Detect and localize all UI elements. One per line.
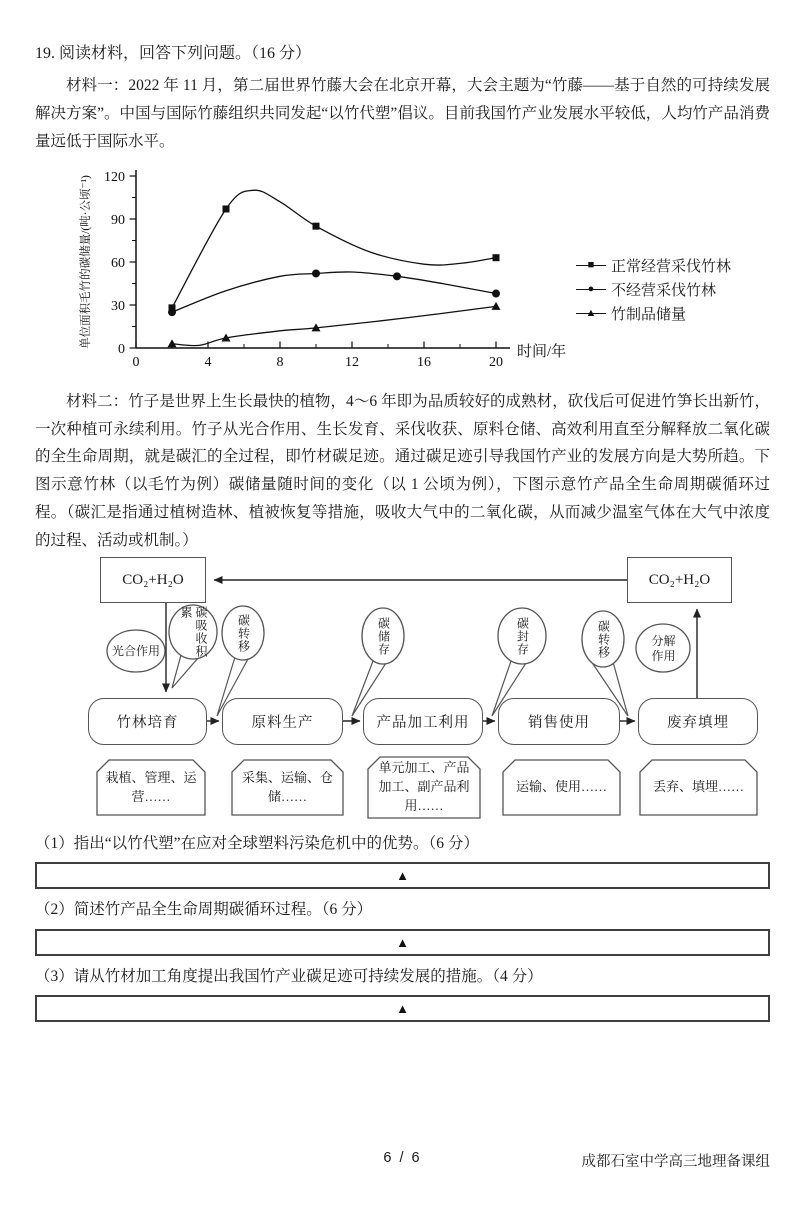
detail-disposal: 丢弃、填埋…… xyxy=(652,779,744,795)
chart-axes xyxy=(78,170,566,370)
legend-label: 不经营采伐竹林 xyxy=(610,283,716,300)
chart-legend xyxy=(576,252,731,327)
svg-text:16: 16 xyxy=(416,354,431,370)
svg-text:0: 0 xyxy=(117,341,125,357)
chart-figure xyxy=(35,160,770,386)
square-marker-glyph: ■ xyxy=(587,259,595,272)
stage-raw-material: 原料生产 xyxy=(222,698,343,745)
bubble-tail xyxy=(172,655,198,688)
svg-text:120: 120 xyxy=(103,169,125,185)
stage-disposal: 废弃填埋 xyxy=(638,698,758,745)
photosynthesis-label: 光合作用 xyxy=(111,643,160,658)
detail-processing: 单元加工、产品加工、副产品利用…… xyxy=(378,760,470,813)
detail-cultivation: 栽植、管理、运营…… xyxy=(105,769,197,804)
triangle-marker-icon xyxy=(576,306,606,321)
svg-text:8: 8 xyxy=(276,354,284,370)
series-triangle xyxy=(167,302,500,347)
circle-marker-glyph: ● xyxy=(587,283,595,296)
legend-item xyxy=(576,279,731,300)
page-footer xyxy=(35,1150,770,1174)
answer-marker-icon: ▲ xyxy=(396,934,409,950)
question-3: （3）请从竹材加工角度提出我国竹产业碳足迹可持续发展的措施。（4 分） xyxy=(35,967,543,985)
carbon-storage-chart xyxy=(74,160,574,386)
svg-text:60: 60 xyxy=(110,255,125,271)
answer-marker-icon: ▲ xyxy=(396,1000,409,1016)
carbon-cycle-diagram xyxy=(35,557,770,823)
detail-raw-material: 采集、运输、仓储…… xyxy=(241,769,333,804)
y-axis-label: 单位面积毛竹的碳储量/(吨·公顷⁻¹) xyxy=(79,174,92,349)
legend-label: 正常经营采伐竹林 xyxy=(610,259,731,276)
answer-box-1 xyxy=(35,862,770,889)
circle-marker-icon xyxy=(576,282,606,297)
legend-item xyxy=(576,303,731,324)
series-circle xyxy=(168,269,500,316)
material1-paragraph: 材料一：2022 年 11 月，第二届世界竹藤大会在北京开幕，大会主题为“竹藤——基于自然的可持续发展解决方案”。中国与国际竹藤组织共同发起“以竹代塑”倡议。目前我国竹产业发展水平较低，人均竹产品消费量远低于国际水平。 xyxy=(35,77,770,150)
question-2: （2）简述竹产品全生命周期碳循环过程。（6 分） xyxy=(35,901,373,919)
legend-label: 竹制品储量 xyxy=(610,307,686,324)
carbon-absorb-label: 碳吸收积累 xyxy=(179,606,208,659)
answer-box-2 xyxy=(35,929,770,956)
carbon-transfer1-label: 碳转移 xyxy=(236,613,251,653)
decomposition-label: 分解作用 xyxy=(651,633,676,663)
page-number: 6 / 6 xyxy=(383,1150,422,1166)
square-marker-icon xyxy=(576,258,606,273)
answer-box-3 xyxy=(35,995,770,1022)
stage-bamboo-cultivation: 竹林培育 xyxy=(88,698,207,745)
svg-text:4: 4 xyxy=(204,354,212,370)
legend-item xyxy=(576,255,731,276)
footer-department: 成都石室中学高三地理备课组 xyxy=(581,1154,770,1170)
svg-text:90: 90 xyxy=(110,212,125,228)
triangle-marker-glyph: ▲ xyxy=(585,307,597,320)
question-1: （1）指出“以竹代塑”在应对全球塑料污染危机中的优势。（6 分） xyxy=(35,835,479,853)
carbon-store-label: 碳储存 xyxy=(376,616,391,656)
co2-box-right: CO₂+H₂O xyxy=(627,557,732,603)
carbon-transfer2-label: 碳转移 xyxy=(596,619,611,659)
stage-sales-use: 销售使用 xyxy=(498,698,620,745)
svg-text:20: 20 xyxy=(488,354,503,370)
x-axis-label: 时间/年 xyxy=(516,343,567,360)
carbon-seal-label: 碳封存 xyxy=(515,616,530,656)
svg-text:30: 30 xyxy=(110,298,125,314)
answer-marker-icon: ▲ xyxy=(396,868,409,884)
svg-text:0: 0 xyxy=(132,354,140,370)
co2-box-left: CO₂+H₂O xyxy=(100,557,206,603)
stage-processing: 产品加工利用 xyxy=(363,698,483,745)
svg-text:12: 12 xyxy=(344,354,359,370)
detail-sales-use: 运输、使用…… xyxy=(515,779,607,795)
material2-paragraph: 材料二：竹子是世界上生长最快的植物，4～6 年即为品质较好的成熟材，砍伐后可促进竹笋长出新竹，一次种植可永续利用。竹子从光合作用、生长发育、采伐收获、原料仓储、高效利用直至分解释放二氧化碳的全生命周期，就是碳汇的全过程，即竹材碳足迹。通过碳足迹引导我国竹产业的发展方向是大势所趋。下图示意竹林（以毛竹为例）碳储量随时间的变化（以 1 公顷为例），下图示意竹产品全生命周期碳循环过程。（碳汇是指通过植树造林、植被恢复等措施，吸收大气中的二氧化碳，从而减少温室气体在大气中浓度的过程、活动或机制。） xyxy=(35,392,770,550)
question-title: 19. 阅读材料，回答下列问题。（16 分） xyxy=(35,45,312,62)
